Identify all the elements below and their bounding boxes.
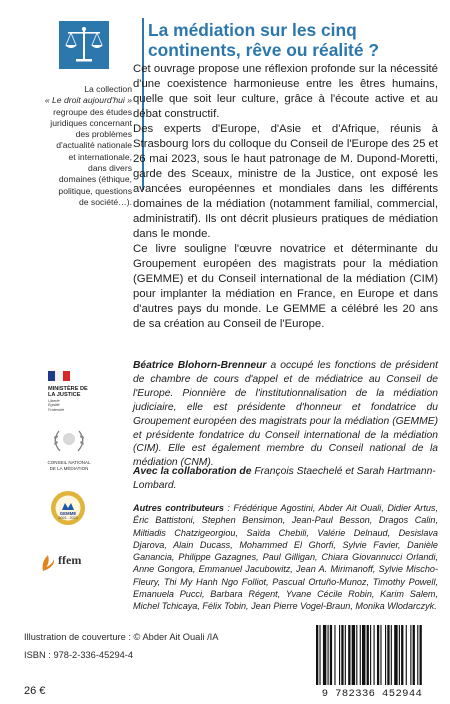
collaboration-label: Avec la collaboration de (133, 466, 252, 477)
author-bio (133, 359, 438, 474)
ffem-name: ffem (58, 553, 82, 567)
summary-paragraph: Ce livre souligne l'œuvre novatrice et déterminante du Groupement européen des magistrats pour la médiation (GEMME) et du Conseil international de la médiation (CIM) pour implanter la médiation en France, en Europe et dans d'autres pays du monde. Le GEMME a célébré les 20 ans de sa création au Conseil de l'Europe. (133, 243, 438, 330)
contributors-list (133, 502, 438, 613)
price: 26 € (24, 685, 46, 697)
sidebar-line: d'actualité nationale (56, 140, 132, 151)
barcode-bar (352, 625, 355, 685)
author-name: Béatrice Blohorn-Brenneur (133, 360, 267, 371)
gemme-20-ans-logo-icon (50, 490, 86, 526)
barcode-bar (316, 625, 318, 685)
barcode-bar (356, 625, 357, 685)
collection-description (16, 84, 132, 208)
sidebar-line: « Le droit aujourd'hui » (44, 95, 132, 106)
gemme-name: GEMME (59, 511, 77, 516)
collaboration-names: François Staechelé et Sarah Hartmann-Lombard. (133, 466, 436, 491)
barcode-bar (399, 625, 400, 685)
ministere-motto: Liberté Égalité Fraternité (48, 398, 65, 412)
barcode-bar (387, 625, 389, 685)
barcode-bar (391, 625, 392, 685)
sidebar-line: domaines (éthique, (58, 174, 132, 185)
barcode-bar (367, 625, 369, 685)
barcode-bar (339, 625, 340, 685)
barcode-bar (360, 625, 361, 685)
ministere-name: MINISTÈRE DE LA JUSTICE (48, 386, 88, 399)
barcode-bar (413, 625, 415, 685)
collaboration-line (133, 465, 438, 493)
sidebar-line: regroupe des études (53, 106, 132, 117)
gemme-years: 2003 - 2023 (58, 516, 78, 520)
barcode-bar (341, 625, 343, 685)
contributors-names: : Frédérique Agostini, Abder Ait Ouali, Didier Artus, Éric Battistoni, Stephen Bensimon, Jean-Paul Besson, Dragos Calin, Miltiadis Chatzigeorgiou, Saïda Chebili, Valérie Delnaud, Desislava Djarova, Alain Ducass, Mohammed El Ghorfi, Sylvie Favier, Danièle Ganancia, Philippe Gazagnes, Paul Gilligan, Chiara Giovannucci Orlandi, Anne Gongora, Emmanuel Jacubowitz, Jean A. Mirimanoff, Sylvie Mischo-Fleury, Thi My Hanh Ngo Folliot, Pascual Ortuño-Munoz, Timothy Powell, Emanuela Pucci, Barbara Régent, Yvane Cécile Robin, Karim Salem, Michel Tchicaya, Félix Tobin, Jean Pierre Vogel-Braun, Monika Wlodarczyk. (133, 503, 438, 612)
barcode-bar (410, 625, 411, 685)
barcode-bar (362, 625, 365, 685)
illustration-credit: Illustration de couverture : © Abder Ait Ouali /IA (24, 632, 219, 642)
marianne-logo-icon (48, 371, 70, 381)
sidebar-line: de société…). (78, 196, 132, 207)
sidebar-line: et internationale, (68, 151, 132, 162)
cnm-logo (46, 427, 92, 471)
collection-logo (59, 21, 109, 69)
summary-paragraph: Cet ouvrage propose une réflexion profonde sur la nécessité d'une coexistence harmonieuse entre les êtres humains, quelle que soit leur culture, grâce à l'écoute active et au débat constructif. (133, 63, 438, 120)
sidebar-line: juridiques concernant (50, 117, 132, 128)
ministere-justice-logo (48, 368, 98, 412)
author-bio-text: a occupé les fonctions de président de chambre de cours d'appel et de médiatrice au Conseil de l'Europe. Pionnière de l'institutionnalisation de la médiation judiciaire, elle est présidente d'honneur et fondatrice du Groupement européen des magistrats pour la médiation (GEMME) et présidente fondatrice du Conseil international de la médiation (CIM). Elle est également membre du Conseil national de la médiation (CNM). (133, 360, 438, 469)
barcode-bar (348, 625, 350, 685)
barcode-bar (323, 625, 326, 685)
barcode-digits: 9 782336 452944 (321, 688, 423, 700)
sidebar-line: des problèmes (75, 129, 132, 140)
barcode-bar (319, 625, 320, 685)
isbn: ISBN : 978-2-336-45294-4 (24, 650, 134, 660)
barcode-bar (394, 625, 397, 685)
summary-paragraph: Des experts d'Europe, d'Asie et d'Afrique, réunis à Strasbourg lors du colloque du Conseil de l'Europe des 25 et 26 mai 2023, sous le haut patronage de M. Dupond-Moretti, garde des Sceaux, ministre de la Justice, ont exposé les avancées européennes et mondiales dans les différents domaines de la médiation (notamment familial, commercial, administratif). Ils ont décrit plusieurs pratiques de médiation dans le monde. (133, 123, 438, 240)
barcode-bar (330, 625, 332, 685)
sidebar-line: La collection (84, 84, 132, 94)
scales-of-justice-icon (59, 21, 109, 69)
gemme-logo (50, 490, 86, 526)
barcode-bar (380, 625, 381, 685)
summary-text (133, 62, 438, 332)
barcode-bar (374, 625, 375, 685)
barcode-bars (306, 623, 438, 687)
barcode-bar (406, 625, 407, 685)
barcode-bar (385, 625, 386, 685)
sidebar-line: dans divers (88, 163, 132, 174)
barcode-bar (377, 625, 379, 685)
barcode-bar (417, 625, 418, 685)
barcode-bar (370, 625, 371, 685)
barcode-bar (334, 625, 335, 685)
sidebar-line: politique, questions (58, 185, 132, 196)
barcode-bar (420, 625, 422, 685)
ffem-logo (40, 553, 102, 577)
barcode-bar (345, 625, 346, 685)
barcode-bar (401, 625, 403, 685)
contributors-label: Autres contributeurs (133, 503, 224, 513)
back-cover-headline: La médiation sur les cinq continents, rêve ou réalité ? (148, 20, 379, 60)
ffem-logo-icon (40, 553, 56, 573)
barcode-bar (328, 625, 329, 685)
laurel-wreath-logo-icon (46, 427, 92, 455)
cnm-name: CONSEIL NATIONAL DE LA MÉDIATION (47, 460, 91, 471)
